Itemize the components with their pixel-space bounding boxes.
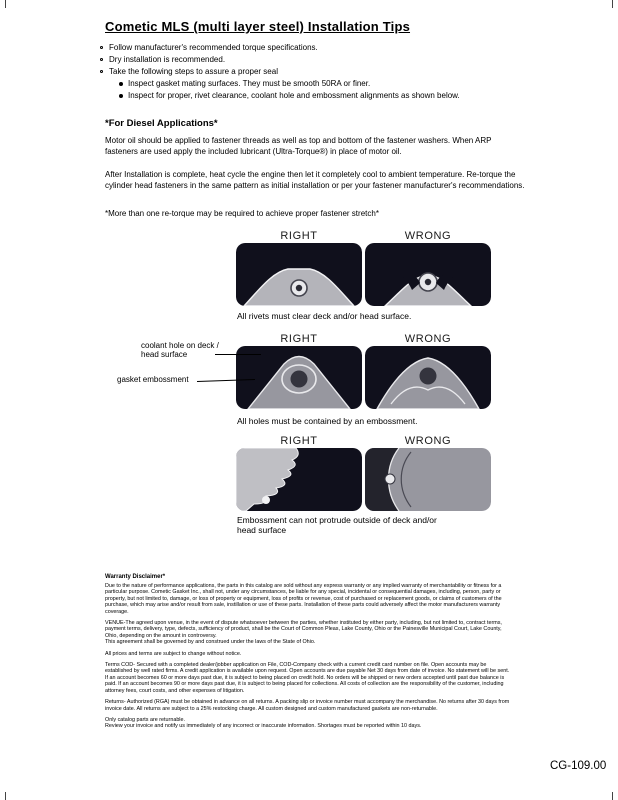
tip-item [100,43,530,52]
warranty-paragraph: Returns- Authorized (RGA) must be obtained in advance on all returns. A packing slip or invoice number must accompany the merchandise. No returns after 30 days from invoice date. All returns are subject to a 25% restocking charge. All custom designed and custom manufactured gaskets are non-returnable. [105,699,510,712]
crop-mark-bottom-right [612,792,613,800]
row3-caption: Embossment can not protrude outside of deck and/or head surface [237,515,437,535]
annotation-gasket-embossment: gasket embossment [117,375,189,384]
catalog-code: CG-109.00 [550,760,607,772]
retorque-note: *More than one re-torque may be required to achieve proper fastener stretch* [105,209,379,218]
warranty-body [105,583,513,735]
tip-item [100,67,530,76]
crop-mark-top-left [5,0,6,8]
tip-item-text: Dry installation is recommended. [109,55,226,64]
warranty-paragraph: Due to the nature of performance applications, the parts in this catalog are sold without any express warranty or any implied warranty of merchantability or fitness for a particular purpose. Cometic Gasket Inc., shall not, under any circumstances, be liable for any special, incidental or consequential damages, including, person, party or property, but not limited to, damage, or loss of property or equipment, loss of profits or revenue, cost of purchased or replacement goods, or claims of customers of the purchase, which may arise and/or result from sale, instillation or use of these parts. Installation of these parts could adversely affect the motor manufacturers warranty coverage. [105,583,502,615]
warranty-paragraph: Review your invoice and notify us immediately of any incorrect or inaccurate information. Shortages must be reported within 10 days. [105,723,422,730]
row1-wrong-label: WRONG [404,230,452,242]
diagram-hole-right-panel [236,346,362,409]
bullet-dot-icon [119,94,123,98]
warranty-paragraph: VENUE-The agreed upon venue, in the event of dispute whatsoever between the parties, whether instituted by either party, including, but not limited to, contract terms, payment terms, delivery, type, defects, sufficiency of product, shall be the Court of Common Pleas, Lake County, Ohio or the Painesville Municipal Court, Lake County, Ohio, depending on the amount in controversy. [105,620,502,639]
row2-wrong-label: WRONG [404,333,452,345]
diagram-embossment-right-panel [236,448,362,511]
tip-item-text: Follow manufacturer's recommended torque specifications. [109,43,318,52]
row2-right-label: RIGHT [280,333,318,345]
warranty-paragraph: Terms COD- Secured with a completed dealer/jobber application on File, COD-Company check with a current credit card number on file. Open accounts may be established by well rated firms. A credit application is available upon request. Open accounts are due payable Net 30 days from date of invoice. No statement will be sent. If an account becomes 60 or more days past due, it is subject to being placed on credit hold. No orders will be shipped or new orders accepted until past due balance is paid. If an account becomes 90 or more days past due, it is subject to being placed for collections. All costs of collection are the responsibility of the customer, including attorney fees, court costs, and other expenses of litigation. [105,662,510,694]
row3-right-label: RIGHT [280,435,318,447]
diesel-paragraph-1: Motor oil should be applied to fastener threads as well as top and bottom of the fastener washers. When ARP fasteners are used apply the included lubricant (Ultra-Torque®) in place of motor oil. [105,136,492,156]
diagram-rivet-right-panel [236,243,362,306]
warranty-paragraph: All prices and terms are subject to change without notice. [105,650,242,657]
tip-sub-item-text: Inspect gasket mating surfaces. They must be smooth 50RA or finer. [128,79,371,88]
bullet-dot-icon [119,82,123,86]
diesel-section-heading: *For Diesel Applications* [105,118,218,129]
tip-sub-item-text: Inspect for proper, rivet clearance, coolant hole and embossment alignments as shown below. [128,91,460,100]
row1-caption: All rivets must clear deck and/or head surface. [237,311,412,321]
bullet-ring-icon [100,58,103,61]
bullet-ring-icon [100,70,103,73]
diesel-paragraph-2: After Installation is complete, heat cycle the engine then let it completely cool to ambient temperature. Re-torque the cylinder head fasteners in the same pattern as initial installation or per your fastener manufacturer's recommendations. [105,170,525,190]
tip-item-text: Take the following steps to assure a proper seal [109,67,278,76]
row3-wrong-label: WRONG [404,435,452,447]
row1-right-label: RIGHT [280,230,318,242]
diagram-rivet-wrong-panel [365,243,491,306]
annotation-coolant-hole: coolant hole on deck / head surface [141,341,219,359]
page-title: Cometic MLS (multi layer steel) Installation Tips [105,19,411,34]
annotation-line-coolant-hole [215,354,261,355]
crop-mark-bottom-left [5,792,6,800]
tip-sub-item [119,79,539,88]
row2-caption: All holes must be contained by an embossment. [237,416,418,426]
crop-mark-top-right [612,0,613,8]
tip-sub-item [119,91,539,100]
warranty-paragraph: Only catalog parts are returnable. [105,716,186,723]
warranty-heading: Warranty Disclaimer* [105,574,166,580]
tip-item [100,55,530,64]
diagram-hole-wrong-panel [365,346,491,409]
bullet-ring-icon [100,46,103,49]
diagram-embossment-wrong-panel [365,448,491,511]
warranty-paragraph: This agreement shall be governed by and construed under the laws of the State of Ohio. [105,639,316,646]
